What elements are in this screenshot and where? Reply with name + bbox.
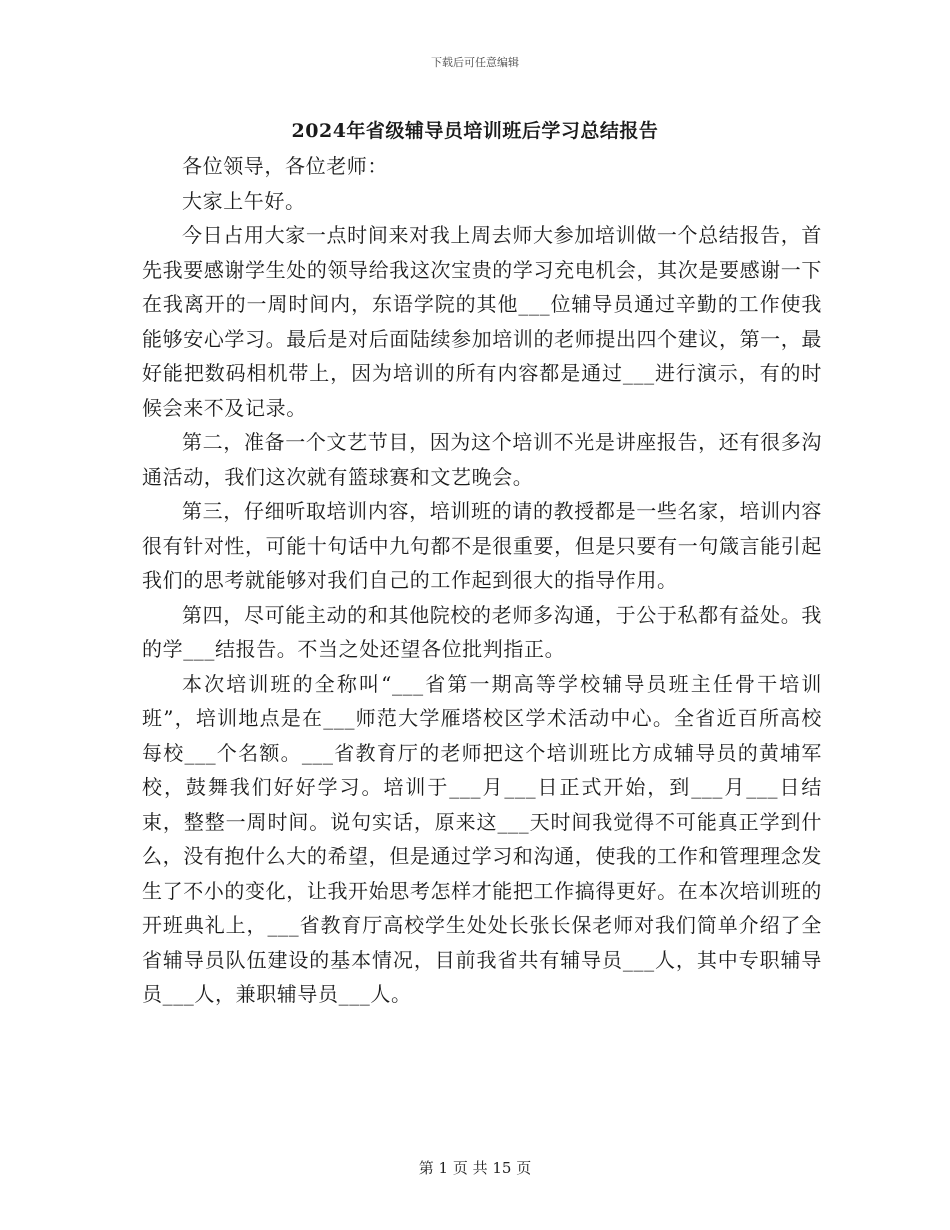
page-number-footer: 第 1 页 共 15 页 xyxy=(418,1159,532,1177)
document-title: 2024年省级辅导员培训班后学习总结报告 xyxy=(291,120,659,142)
header-note: 下载后可任意编辑 xyxy=(431,56,519,69)
paragraph-greeting: 大家上午好。 xyxy=(182,188,306,213)
paragraph-intro: 今日占用大家一点时间来对我上周去师大参加培训做一个总结报告，首先我要感谢学生处的领导给我这次宝贵的学习充电机会，其次是要感谢一下在我离开的一周时间内，东语学院的其他___位辅导员通过辛勤的工作使我能够安心学习。最后是对后面陆续参加培训的老师提出四个建议，第一，最好能把数码相机带上，因为培训的所有内容都是通过___进行演示，有的时候会来不及记录。 xyxy=(142,223,822,420)
paragraph-suggestion-3: 第三，仔细听取培训内容，培训班的请的教授都是一些名家，培训内容很有针对性，可能十句话中九句都不是很重要，但是只要有一句箴言能引起我们的思考就能够对我们自己的工作起到很大的指导作用。 xyxy=(142,499,822,592)
document-body xyxy=(142,149,822,1012)
paragraph-salutation: 各位领导，各位老师： xyxy=(182,154,388,178)
paragraph-training-info: 本次培训班的全称叫“___省第一期高等学校辅导员班主任骨干培训班”，培训地点是在___师范大学雁塔校区学术活动中心。全省近百所高校每校___个名额。___省教育厅的老师把这个培训班比方成辅导员的黄埔军校，鼓舞我们好好学习。培训于___月___日正式开始，到___月___日结束，整整一周时间。说句实话，原来这___天时间我觉得不可能真正学到什么，没有抱什么大的希望，但是通过学习和沟通，使我的工作和管理理念发生了不小的变化，让我开始思考怎样才能把工作搞得更好。在本次培训班的开班典礼上，___省教育厅高校学生处处长张长保老师对我们简单介绍了全省辅导员队伍建设的基本情况，目前我省共有辅导员___人，其中专职辅导员___人，兼职辅导员___人。 xyxy=(142,671,822,1006)
paragraph-suggestion-2: 第二，准备一个文艺节目，因为这个培训不光是讲座报告，还有很多沟通活动，我们这次就有篮球赛和文艺晚会。 xyxy=(142,430,822,489)
paragraph-suggestion-4: 第四，尽可能主动的和其他院校的老师多沟通，于公于私都有益处。我的学___结报告。不当之处还望各位批判指正。 xyxy=(142,602,822,661)
